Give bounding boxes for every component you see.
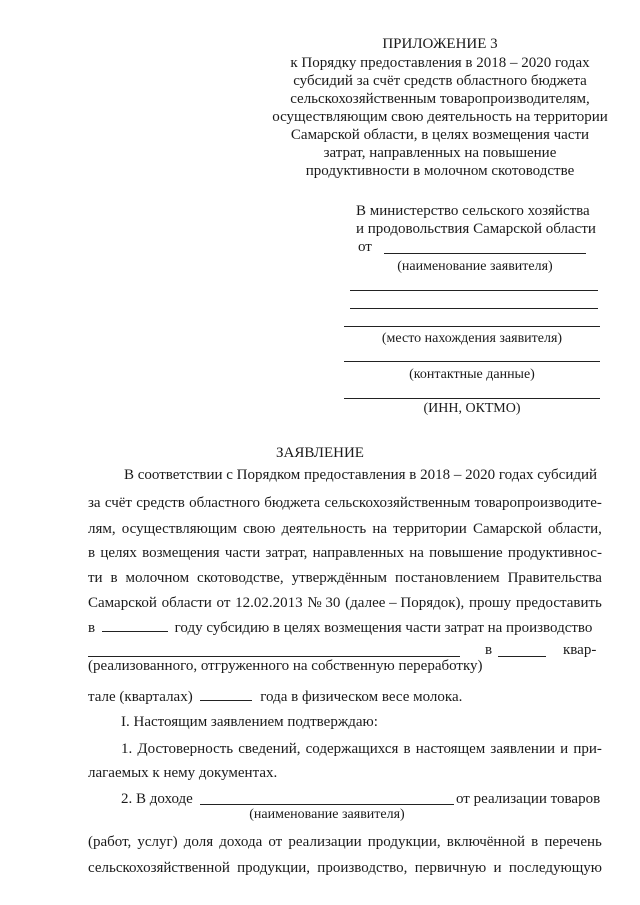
- applicant-location-field[interactable]: [350, 308, 598, 309]
- quarter-line-end: года в физическом весе молока.: [260, 689, 463, 705]
- item-2-end: от реализации товаров: [456, 791, 601, 807]
- item-1: 1. Достоверность сведений, содержащихся в настоящем заявлении и при-: [121, 741, 602, 757]
- item-2-line: сельскохозяйственной продукции, производство, первичную и последующую: [88, 860, 602, 876]
- item-1-cont: лагаемых к нему документах.: [88, 765, 278, 781]
- appendix-line: субсидий за счёт средств областного бюджета: [293, 73, 587, 89]
- applicant-name-field[interactable]: [384, 253, 586, 254]
- location-hint: (место нахождения заявителя): [381, 331, 563, 346]
- contacts-hint: (контактные данные): [409, 367, 535, 382]
- sold-hint: (реализованного, отгруженного на собственную переработку): [88, 658, 483, 674]
- body-line: в целях возмещения части затрат, направленных на повышение продуктивнос-: [88, 545, 602, 561]
- addressee-line: В министерство сельского хозяйства: [356, 203, 590, 219]
- year-line: [88, 620, 592, 637]
- year-field[interactable]: [102, 620, 168, 632]
- year-line-prefix: в: [88, 620, 96, 636]
- appendix-line: сельскохозяйственным товаропроизводителям,: [290, 91, 590, 107]
- applicant-location-field[interactable]: [344, 326, 600, 327]
- body-line: лям, осуществляющим свою деятельность на территории Самарской области,: [88, 521, 602, 537]
- applicant-income-field[interactable]: [200, 804, 454, 805]
- contacts-field[interactable]: [344, 361, 600, 362]
- body-line: Самарской области от 12.02.2013 № 30 (далее – Порядок), прошу предоставить: [88, 595, 602, 611]
- year-line-text: году субсидию в целях возмещения части затрат на производство: [174, 620, 593, 636]
- appendix-line: осуществляющим свою деятельность на территории: [272, 109, 608, 125]
- item-2-line: (работ, услуг) доля дохода от реализации продукции, включённой в перечень: [88, 834, 602, 850]
- body-line: В соответствии с Порядком предоставления в 2018 – 2020 годах субсидий: [124, 467, 598, 483]
- appendix-title: ПРИЛОЖЕНИЕ 3: [382, 36, 498, 52]
- item-2-start: 2. В доходе: [121, 791, 193, 807]
- quarter-year-field[interactable]: [200, 689, 252, 701]
- quarter-field[interactable]: [498, 656, 546, 657]
- appendix-line: затрат, направленных на повышение: [323, 145, 557, 161]
- ids-hint: (ИНН, ОКТМО): [423, 401, 521, 416]
- item-2-hint: (наименование заявителя): [249, 807, 405, 822]
- production-field[interactable]: [88, 656, 460, 657]
- addressee-line: и продовольствия Самарской области: [356, 221, 596, 237]
- confirm-heading: I. Настоящим заявлением подтверждаю:: [121, 714, 378, 730]
- appendix-line: к Порядку предоставления в 2018 – 2020 годах: [290, 55, 590, 71]
- appendix-line: Самарской области, в целях возмещения части: [290, 127, 590, 143]
- inn-oktmo-field[interactable]: [344, 398, 600, 399]
- body-line: за счёт средств областного бюджета сельскохозяйственным товаропроизводите-: [88, 495, 602, 511]
- body-line: ти в молочном скотоводстве, утверждённым постановлением Правительства: [88, 570, 602, 586]
- quarter-prep: в: [485, 642, 493, 658]
- appendix-line: продуктивности в молочном скотоводстве: [305, 163, 575, 179]
- applicant-location-field[interactable]: [350, 290, 598, 291]
- quarter-word: квар-: [563, 642, 597, 658]
- quarter-line-text: тале (кварталах): [88, 689, 193, 705]
- statement-title: ЗАЯВЛЕНИЕ: [276, 445, 364, 461]
- from-label: от: [358, 239, 372, 255]
- quarter-line: [88, 689, 462, 706]
- applicant-name-hint: (наименование заявителя): [397, 259, 553, 274]
